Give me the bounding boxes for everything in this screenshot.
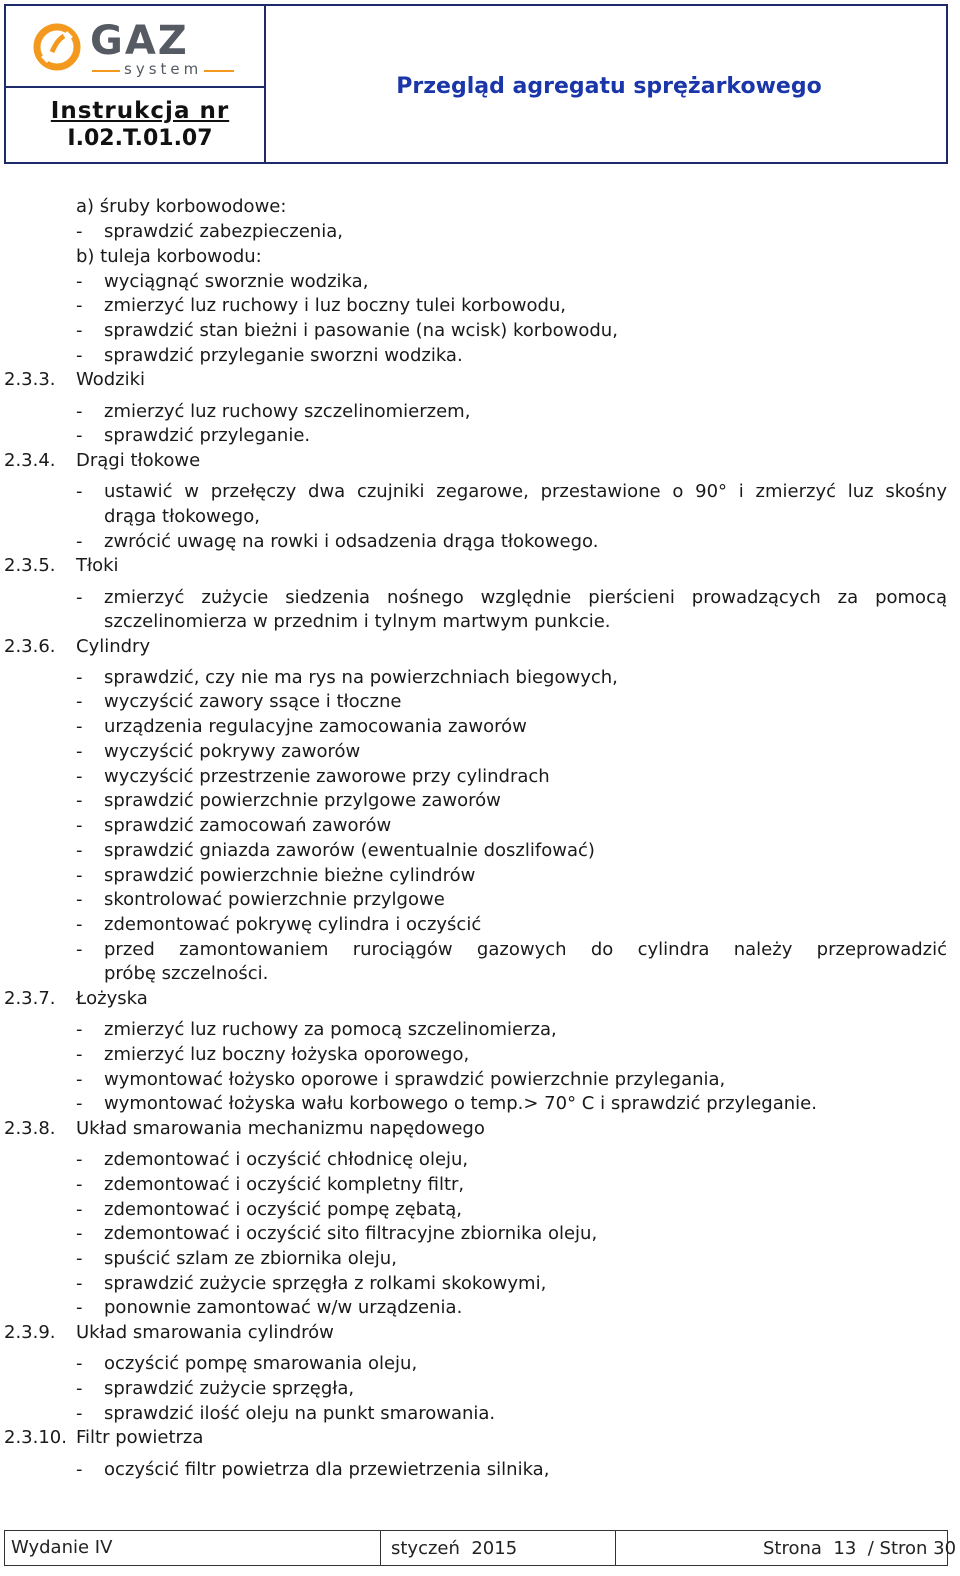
instruction-number: I.02.T.01.07 xyxy=(67,126,213,151)
list-item: oczyścić pompę smarowania oleju, xyxy=(104,1353,418,1374)
section-number: 2.3.10. xyxy=(4,1427,67,1448)
list-dash: - xyxy=(76,1174,83,1195)
list-item: spuścić szlam ze zbiornika oleju, xyxy=(104,1248,397,1269)
list-item: zdemontować i oczyścić pompę zębatą, xyxy=(104,1199,462,1220)
company-logo xyxy=(32,20,242,78)
section-number: 2.3.9. xyxy=(4,1322,56,1343)
list-item: sprawdzić, czy nie ma rys na powierzchniach biegowych, xyxy=(104,667,618,688)
footer-edition: Wydanie IV xyxy=(11,1537,113,1558)
list-label-a: a) śruby korbowodowe: xyxy=(76,196,287,217)
list-dash: - xyxy=(76,1248,83,1269)
section-number: 2.3.6. xyxy=(4,636,56,657)
list-dash: - xyxy=(76,1378,83,1399)
list-item: zmierzyć luz ruchowy szczelinomierzem, xyxy=(104,401,471,422)
list-item: sprawdzić zużycie sprzęgła z rolkami skokowymi, xyxy=(104,1273,547,1294)
section-number: 2.3.4. xyxy=(4,450,56,471)
section-title: Układ smarowania cylindrów xyxy=(76,1322,334,1343)
list-dash: - xyxy=(76,531,83,552)
list-item: wyczyścić przestrzenie zaworowe przy cylindrach xyxy=(104,766,550,787)
list-item: skontrolować powierzchnie przylgowe xyxy=(104,889,445,910)
list-dash: - xyxy=(76,1403,83,1424)
list-item: urządzenia regulacyjne zamocowania zaworów xyxy=(104,716,527,737)
list-item: sprawdzić zużycie sprzęgła, xyxy=(104,1378,355,1399)
instruction-box xyxy=(50,98,230,151)
list-item: przed zamontowaniem rurociągów gazowych do cylindra należy przeprowadzić xyxy=(104,939,947,960)
list-dash: - xyxy=(76,1093,83,1114)
list-dash: - xyxy=(76,345,83,366)
list-item: oczyścić filtr powietrza dla przewietrzenia silnika, xyxy=(104,1459,550,1480)
document-title: Przegląd agregatu sprężarkowego xyxy=(396,74,822,99)
list-item-continuation: szczelinomierza w przednim i tylnym martwym punkcie. xyxy=(104,611,611,632)
section-title: Filtr powietrza xyxy=(76,1427,204,1448)
instruction-label: Instrukcja nr xyxy=(50,98,230,124)
list-item: wyczyścić zawory ssące i tłoczne xyxy=(104,691,402,712)
list-dash: - xyxy=(76,716,83,737)
section-number: 2.3.7. xyxy=(4,988,56,1009)
list-dash: - xyxy=(76,1019,83,1040)
list-item: wyciągnąć sworznie wodzika, xyxy=(104,271,369,292)
list-dash: - xyxy=(76,587,83,608)
list-item: zmierzyć luz ruchowy za pomocą szczelinomierza, xyxy=(104,1019,557,1040)
list-dash: - xyxy=(76,271,83,292)
section-title: Wodziki xyxy=(76,369,146,390)
list-item-continuation: próbę szczelności. xyxy=(104,963,269,984)
list-dash: - xyxy=(76,320,83,341)
list-dash: - xyxy=(76,1353,83,1374)
list-dash: - xyxy=(76,840,83,861)
document-footer xyxy=(4,1530,957,1566)
list-item: zdemontować i oczyścić kompletny filtr, xyxy=(104,1174,465,1195)
list-dash: - xyxy=(76,1044,83,1065)
list-item: sprawdzić powierzchnie bieżne cylindrów xyxy=(104,865,476,886)
header-divider-horizontal xyxy=(6,86,264,88)
logo-subtitle: system xyxy=(124,60,203,78)
logo-underline-right xyxy=(204,70,234,72)
list-label-b: b) tuleja korbowodu: xyxy=(76,246,262,267)
footer-divider xyxy=(380,1531,381,1565)
list-item: ustawić w przełęczy dwa czujniki zegarowe, przestawione o 90° i zmierzyć luz skośny xyxy=(104,481,947,502)
section-title: Łożyska xyxy=(76,988,148,1009)
list-dash: - xyxy=(76,1199,83,1220)
section-title: Drągi tłokowe xyxy=(76,450,201,471)
list-dash: - xyxy=(76,1149,83,1170)
list-item: sprawdzić zabezpieczenia, xyxy=(104,221,343,242)
list-dash: - xyxy=(76,741,83,762)
list-dash: - xyxy=(76,1297,83,1318)
footer-page-number: Strona 13 / Stron 30 xyxy=(763,1538,957,1559)
section-title: Cylindry xyxy=(76,636,151,657)
list-item: zmierzyć luz ruchowy i luz boczny tulei korbowodu, xyxy=(104,295,567,316)
section-number: 2.3.3. xyxy=(4,369,56,390)
list-dash: - xyxy=(76,865,83,886)
section-number: 2.3.8. xyxy=(4,1118,56,1139)
list-item: zmierzyć luz boczny łożyska oporowego, xyxy=(104,1044,470,1065)
list-item: sprawdzić stan bieżni i pasowanie (na wcisk) korbowodu, xyxy=(104,320,618,341)
list-dash: - xyxy=(76,221,83,242)
list-dash: - xyxy=(76,939,83,960)
list-item: sprawdzić powierzchnie przylgowe zaworów xyxy=(104,790,501,811)
list-item: wyczyścić pokrywy zaworów xyxy=(104,741,361,762)
list-item-continuation: drąga tłokowego, xyxy=(104,506,260,527)
list-item: zdemontować pokrywę cylindra i oczyścić xyxy=(104,914,482,935)
list-dash: - xyxy=(76,667,83,688)
section-title: Tłoki xyxy=(76,555,119,576)
list-item: sprawdzić ilość oleju na punkt smarowania. xyxy=(104,1403,496,1424)
footer-divider xyxy=(615,1531,616,1565)
list-item: sprawdzić przyleganie. xyxy=(104,425,311,446)
section-title: Układ smarowania mechanizmu napędowego xyxy=(76,1118,485,1139)
list-item: wymontować łożyska wału korbowego o temp.> 70° C i sprawdzić przyleganie. xyxy=(104,1093,817,1114)
list-dash: - xyxy=(76,1069,83,1090)
document-header xyxy=(4,4,948,164)
list-dash: - xyxy=(76,401,83,422)
list-item: wymontować łożysko oporowe i sprawdzić powierzchnie przylegania, xyxy=(104,1069,726,1090)
flame-logo-icon xyxy=(32,22,82,72)
list-dash: - xyxy=(76,889,83,910)
list-dash: - xyxy=(76,1459,83,1480)
footer-date: styczeń 2015 xyxy=(391,1538,518,1559)
list-dash: - xyxy=(76,790,83,811)
list-dash: - xyxy=(76,766,83,787)
logo-brand-text: GAZ xyxy=(90,18,189,64)
list-dash: - xyxy=(76,691,83,712)
list-dash: - xyxy=(76,1223,83,1244)
section-number: 2.3.5. xyxy=(4,555,56,576)
list-dash: - xyxy=(76,1273,83,1294)
list-dash: - xyxy=(76,815,83,836)
list-item: zwrócić uwagę na rowki i odsadzenia drąga tłokowego. xyxy=(104,531,599,552)
logo-underline-left xyxy=(92,70,120,72)
list-item: sprawdzić gniazda zaworów (ewentualnie doszlifować) xyxy=(104,840,595,861)
list-item: sprawdzić przyleganie sworzni wodzika. xyxy=(104,345,463,366)
list-dash: - xyxy=(76,481,83,502)
list-item: ponownie zamontować w/w urządzenia. xyxy=(104,1297,463,1318)
list-item: sprawdzić zamocowań zaworów xyxy=(104,815,392,836)
list-dash: - xyxy=(76,295,83,316)
list-item: zmierzyć zużycie siedzenia nośnego względnie pierścieni prowadzących za pomocą xyxy=(104,587,947,608)
list-item: zdemontować i oczyścić chłodnicę oleju, xyxy=(104,1149,469,1170)
list-item: zdemontować i oczyścić sito filtracyjne zbiornika oleju, xyxy=(104,1223,598,1244)
list-dash: - xyxy=(76,425,83,446)
list-dash: - xyxy=(76,914,83,935)
